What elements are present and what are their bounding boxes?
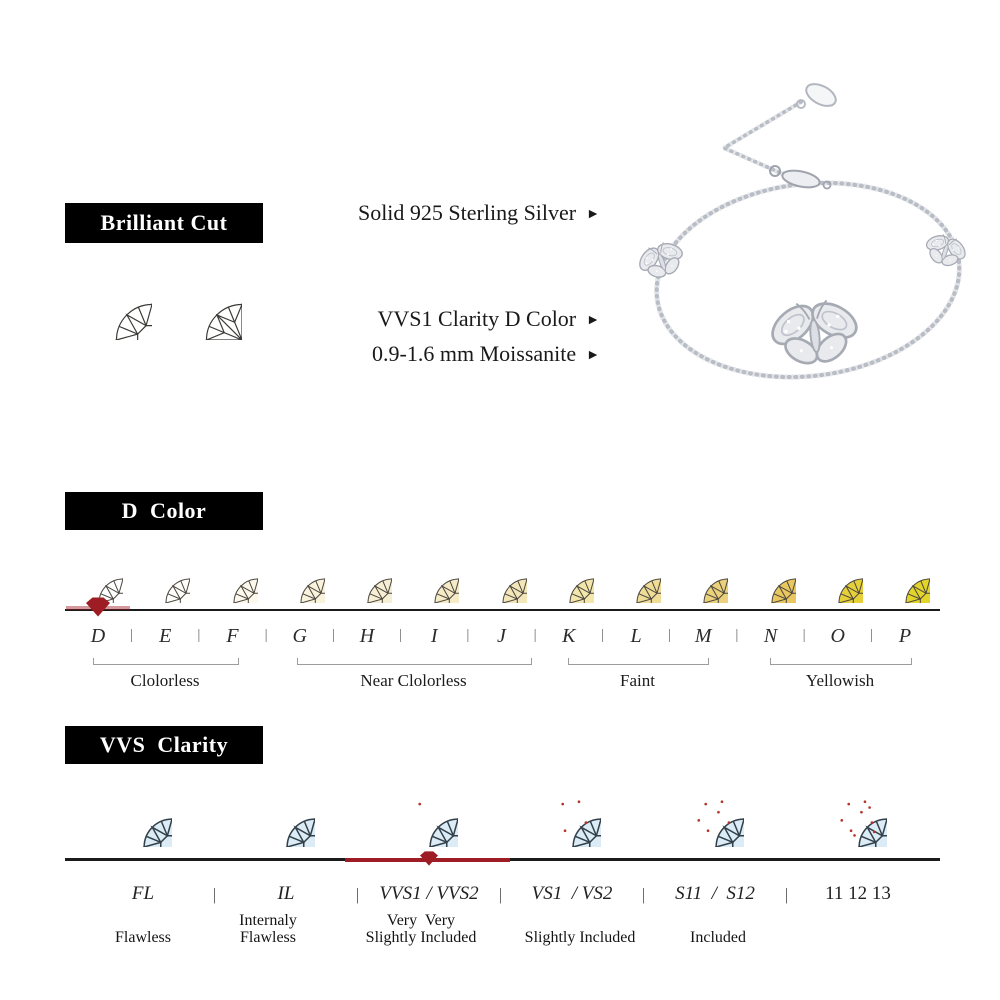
brand-tag [803,80,840,111]
inclusion-dot [868,806,871,809]
clarity-grade-diamond [829,789,887,847]
color-grade-diamond-O [813,553,863,603]
inclusion-dot [864,800,867,803]
color-grade-letter: I [430,625,438,647]
diamond-bottom-view-icon [168,266,242,340]
color-grade-letter: J [497,625,506,647]
inclusion-dot [840,819,843,822]
color-grade-diamond-H [342,553,392,603]
clarity-grade-diamond [114,789,172,847]
inclusion-dot [697,819,700,822]
clarity-grade-label: 11 12 13 [825,883,891,904]
color-grade-diamond-I [409,553,459,603]
color-grade-diamond-E [140,553,190,603]
separator: | [212,885,217,904]
color-scale-line [65,609,940,611]
separator: | [533,627,537,643]
separator: | [802,627,806,643]
separator: | [600,627,604,643]
color-grade-diamond-P [880,553,930,603]
separator: | [784,885,789,904]
separator: | [331,627,335,643]
butterfly-charm-left [631,234,692,286]
color-grade-letter: P [898,625,912,647]
color-group-label: Faint [620,671,655,690]
inclusion-dot [721,800,724,803]
color-group-bracket [297,658,532,665]
separator: | [130,627,134,643]
bracelet-image [615,55,995,405]
color-grade-letter: H [359,625,375,647]
color-grade-letter: F [226,625,239,647]
color-grade-diamond-L [611,553,661,603]
inclusion-dot [860,811,863,814]
desc-line: Flawless [240,929,296,946]
arrow-icon: ► [586,348,600,363]
inclusion-dot [707,829,710,832]
inclusion-dot [728,821,731,824]
color-grade-letter: O [830,625,845,647]
separator: | [264,627,268,643]
clarity-grade-desc [690,906,746,946]
section-label-vvs-clarity: VVS Clarity [65,726,263,764]
section-label-brilliant-cut: Brilliant Cut [65,203,263,243]
clarity-grade-label: FL [131,883,155,904]
inclusion-dot [578,800,581,803]
inclusion-dot [873,831,876,834]
feature-text [372,341,600,367]
clarity-grade-diamond [257,789,315,847]
separator: | [197,627,201,643]
clarity-grade-diamond [686,789,744,847]
separator: | [668,627,672,643]
clarity-grade-desc [366,906,477,946]
inclusion-dot [847,803,850,806]
separator: | [735,627,739,643]
selected-grade-marker [83,597,113,617]
color-group-label: Yellowish [805,671,875,690]
color-grade-diamond-D [73,553,123,603]
color-grade-letter: E [159,625,172,647]
clarity-grade-desc [239,906,297,946]
inclusion-dot [850,829,853,832]
inclusion-dot [418,803,421,806]
inclusion-dot [585,821,588,824]
arrow-icon: ► [586,313,600,328]
color-group-bracket [568,658,709,665]
color-grade-letter: N [763,625,778,647]
separator: | [641,885,646,904]
color-grade-diamond-F [208,553,258,603]
feature-text [378,306,600,332]
clarity-grade-label: IL [277,883,295,904]
clarity-grade-diamond [400,789,458,847]
desc-line: Internaly [239,912,297,929]
clarity-grade-label: VVS1 / VVS2 [379,883,479,904]
color-grade-diamond-M [678,553,728,603]
inclusion-dot [853,834,856,837]
butterfly-charm-center [763,293,867,373]
feature-label: 0.9-1.6 mm Moissanite [372,341,577,366]
selected-grade-marker [416,851,442,866]
separator: | [399,627,403,643]
separator: | [869,627,873,643]
feature-text [358,200,600,226]
desc-line: Slightly Included [524,929,636,946]
separator: | [498,885,503,904]
separator: | [466,627,470,643]
color-grade-letter: L [630,625,642,647]
arrow-icon: ► [586,207,600,222]
color-grade-letter: K [562,625,576,647]
color-grade-diamond-K [544,553,594,603]
clarity-grade-diamond [543,789,601,847]
color-grade-diamond-J [477,553,527,603]
desc-line: Slightly Included [365,929,477,946]
inclusion-dot [564,829,567,832]
color-grade-letter: D [90,625,106,647]
clarity-grade-label: S11 / S12 [675,883,755,904]
feature-label: VVS1 Clarity D Color [377,306,577,331]
clarity-grade-label: VS1 / VS2 [531,883,613,904]
desc-line: Included [690,929,746,946]
inclusion-dot [704,803,707,806]
color-grade-diamond-G [275,553,325,603]
clarity-grade-desc [115,906,171,946]
butterfly-charm-right [919,228,973,274]
color-group-bracket [93,658,239,665]
color-group-label: Clolorless [130,671,200,690]
feature-label: Solid 925 Sterling Silver [357,200,577,225]
color-grade-diamond-N [746,553,796,603]
inclusion-dot [717,811,720,814]
desc-line: Very Very [386,912,456,929]
section-label-d-color: D Color [65,492,263,530]
diamond-top-view-icon [78,266,152,340]
color-grade-letter: M [694,625,712,647]
color-grade-letter: G [292,625,307,647]
color-group-bracket [770,658,912,665]
clarity-grade-desc [525,906,636,946]
separator: | [355,885,360,904]
color-group-label: Near Clolorless [360,671,467,690]
desc-line: Flawless [115,929,171,946]
inclusion-dot [871,821,874,824]
inclusion-dot [561,803,564,806]
